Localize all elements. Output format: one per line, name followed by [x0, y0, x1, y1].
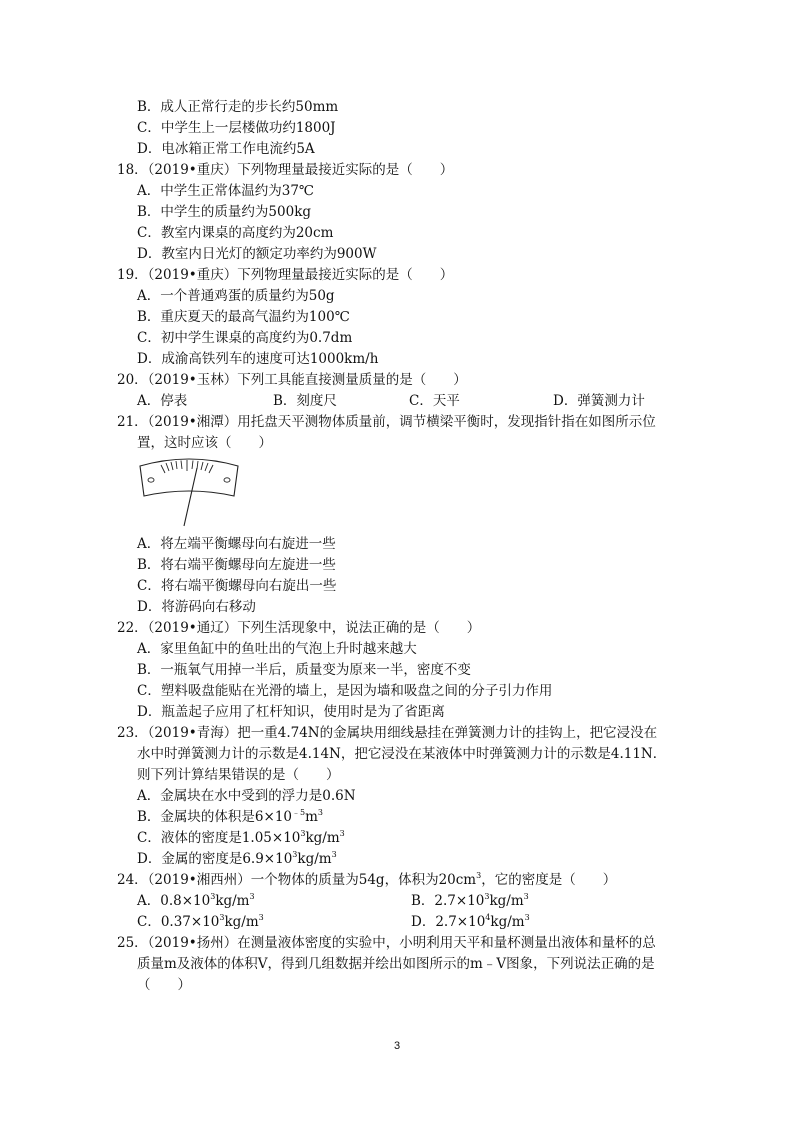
- q20-option-d: D．弹簧测力计: [553, 393, 645, 409]
- q17-option-c: C．中学生上一层楼做功约1800J: [137, 120, 336, 136]
- q19-option-b: B．重庆夏天的最高气温约为100℃: [137, 309, 350, 325]
- q19-option-c: C．初中学生课桌的高度约为0.7dm: [137, 330, 353, 346]
- q23-option-a: A．金属块在水中受到的浮力是0.6N: [137, 788, 356, 804]
- q21-option-d: D．将游码向右移动: [137, 599, 256, 615]
- q21-option-b: B．将右端平衡螺母向左旋进一些: [137, 557, 336, 573]
- q18-option-a: A．中学生正常体温约为37℃: [137, 183, 315, 199]
- q24-options-row1: [137, 891, 657, 911]
- q24-option-a: A．$0.8\times 10^3kg/m^3$: [137, 892, 255, 909]
- q17-option-b: B．成人正常行走的步长约50mm: [137, 99, 339, 115]
- q17-option-d: D．电冰箱正常工作电流约5A: [137, 141, 315, 157]
- q24-options-row2: [137, 912, 657, 932]
- q22-stem: 22．（2019•通辽）下列生活现象中，说法正确的是（ ）: [117, 620, 481, 636]
- q19-option-a: A．一个普通鸡蛋的质量约为50g: [137, 288, 335, 304]
- q23-stem-line3: 则下列计算结果错误的是（ ）: [137, 767, 340, 783]
- q20-option-c: C．天平: [409, 393, 460, 409]
- q25-stem-line1: 25．（2019•扬州）在测量液体密度的实验中，小明利用天平和量杯测量出液体和量杯的总: [117, 935, 656, 951]
- q18-option-c: C．教室内课桌的高度约为20cm: [137, 225, 334, 241]
- q23-option-b: B．金属块的体积是$6\times 10^{﹣5}m^3$: [137, 808, 323, 825]
- q22-option-a: A．家里鱼缸中的鱼吐出的气泡上升时越来越大: [137, 641, 417, 657]
- q25-stem-line3: （ ）: [137, 977, 191, 993]
- q18-option-b: B．中学生的质量约为500kg: [137, 204, 312, 220]
- q22-option-c: C．塑料吸盘能贴在光滑的墙上，是因为墙和吸盘之间的分子引力作用: [137, 683, 553, 699]
- q23-stem-line1: 23．（2019•青海）把一重4.74N的金属块用细线悬挂在弹簧测力计的挂钩上，把它浸没在: [117, 725, 658, 741]
- q20-options: [137, 391, 697, 411]
- q20-stem: 20．（2019•玉林）下列工具能直接测量质量的是（ ）: [117, 372, 467, 388]
- q24-option-c: C．$0.37\times 10^3kg/m^3$: [137, 913, 264, 930]
- q23-option-d: D．金属的密度是$6.9\times 10^3kg/m^3$: [137, 850, 337, 867]
- q24-option-d: D．$2.7\times 10^4kg/m^3$: [411, 913, 530, 930]
- q19-option-d: D．成渝高铁列车的速度可达1000km/h: [137, 351, 379, 367]
- q24-option-b: B．$2.7\times 10^3kg/m^3$: [411, 892, 529, 909]
- q21-option-a: A．将左端平衡螺母向右旋进一些: [137, 536, 336, 552]
- q18-option-d: D．教室内日光灯的额定功率约为900W: [137, 246, 377, 262]
- q21-stem-line2: 置，这时应该（ ）: [137, 435, 272, 451]
- q22-option-d: D．瓶盖起子应用了杠杆知识，使用时是为了省距离: [137, 704, 445, 720]
- q21-stem-line1: 21．（2019•湘潭）用托盘天平测物体质量前，调节横梁平衡时，发现指针指在如图所示位: [117, 414, 656, 430]
- page-number: 3: [393, 1040, 401, 1052]
- q18-stem: 18．（2019•重庆）下列物理量最接近实际的是（ ）: [117, 162, 454, 178]
- q19-stem: 19．（2019•重庆）下列物理量最接近实际的是（ ）: [117, 267, 454, 283]
- q20-option-b: B．刻度尺: [273, 393, 337, 409]
- q20-option-a: A．停表: [137, 393, 188, 409]
- q24-stem: 24．（2019•湘西州）一个物体的质量为54g，体积为$20cm^3$，它的密度是（ ）: [117, 871, 617, 888]
- q23-stem-line2: 水中时弹簧测力计的示数是4.14N，把它浸没在某液体中时弹簧测力计的示数是4.11N．: [137, 746, 667, 762]
- balance-pointer-dial-figure: [137, 456, 241, 528]
- q22-option-b: B．一瓶氧气用掉一半后，质量变为原来一半，密度不变: [137, 662, 471, 678]
- q21-option-c: C．将右端平衡螺母向右旋出一些: [137, 578, 337, 594]
- q23-option-c: C．液体的密度是$1.05\times 10^3kg/m^3$: [137, 829, 345, 846]
- q25-stem-line2: 质量m及液体的体积V，得到几组数据并绘出如图所示的m﹣V图象，下列说法正确的是: [137, 956, 655, 972]
